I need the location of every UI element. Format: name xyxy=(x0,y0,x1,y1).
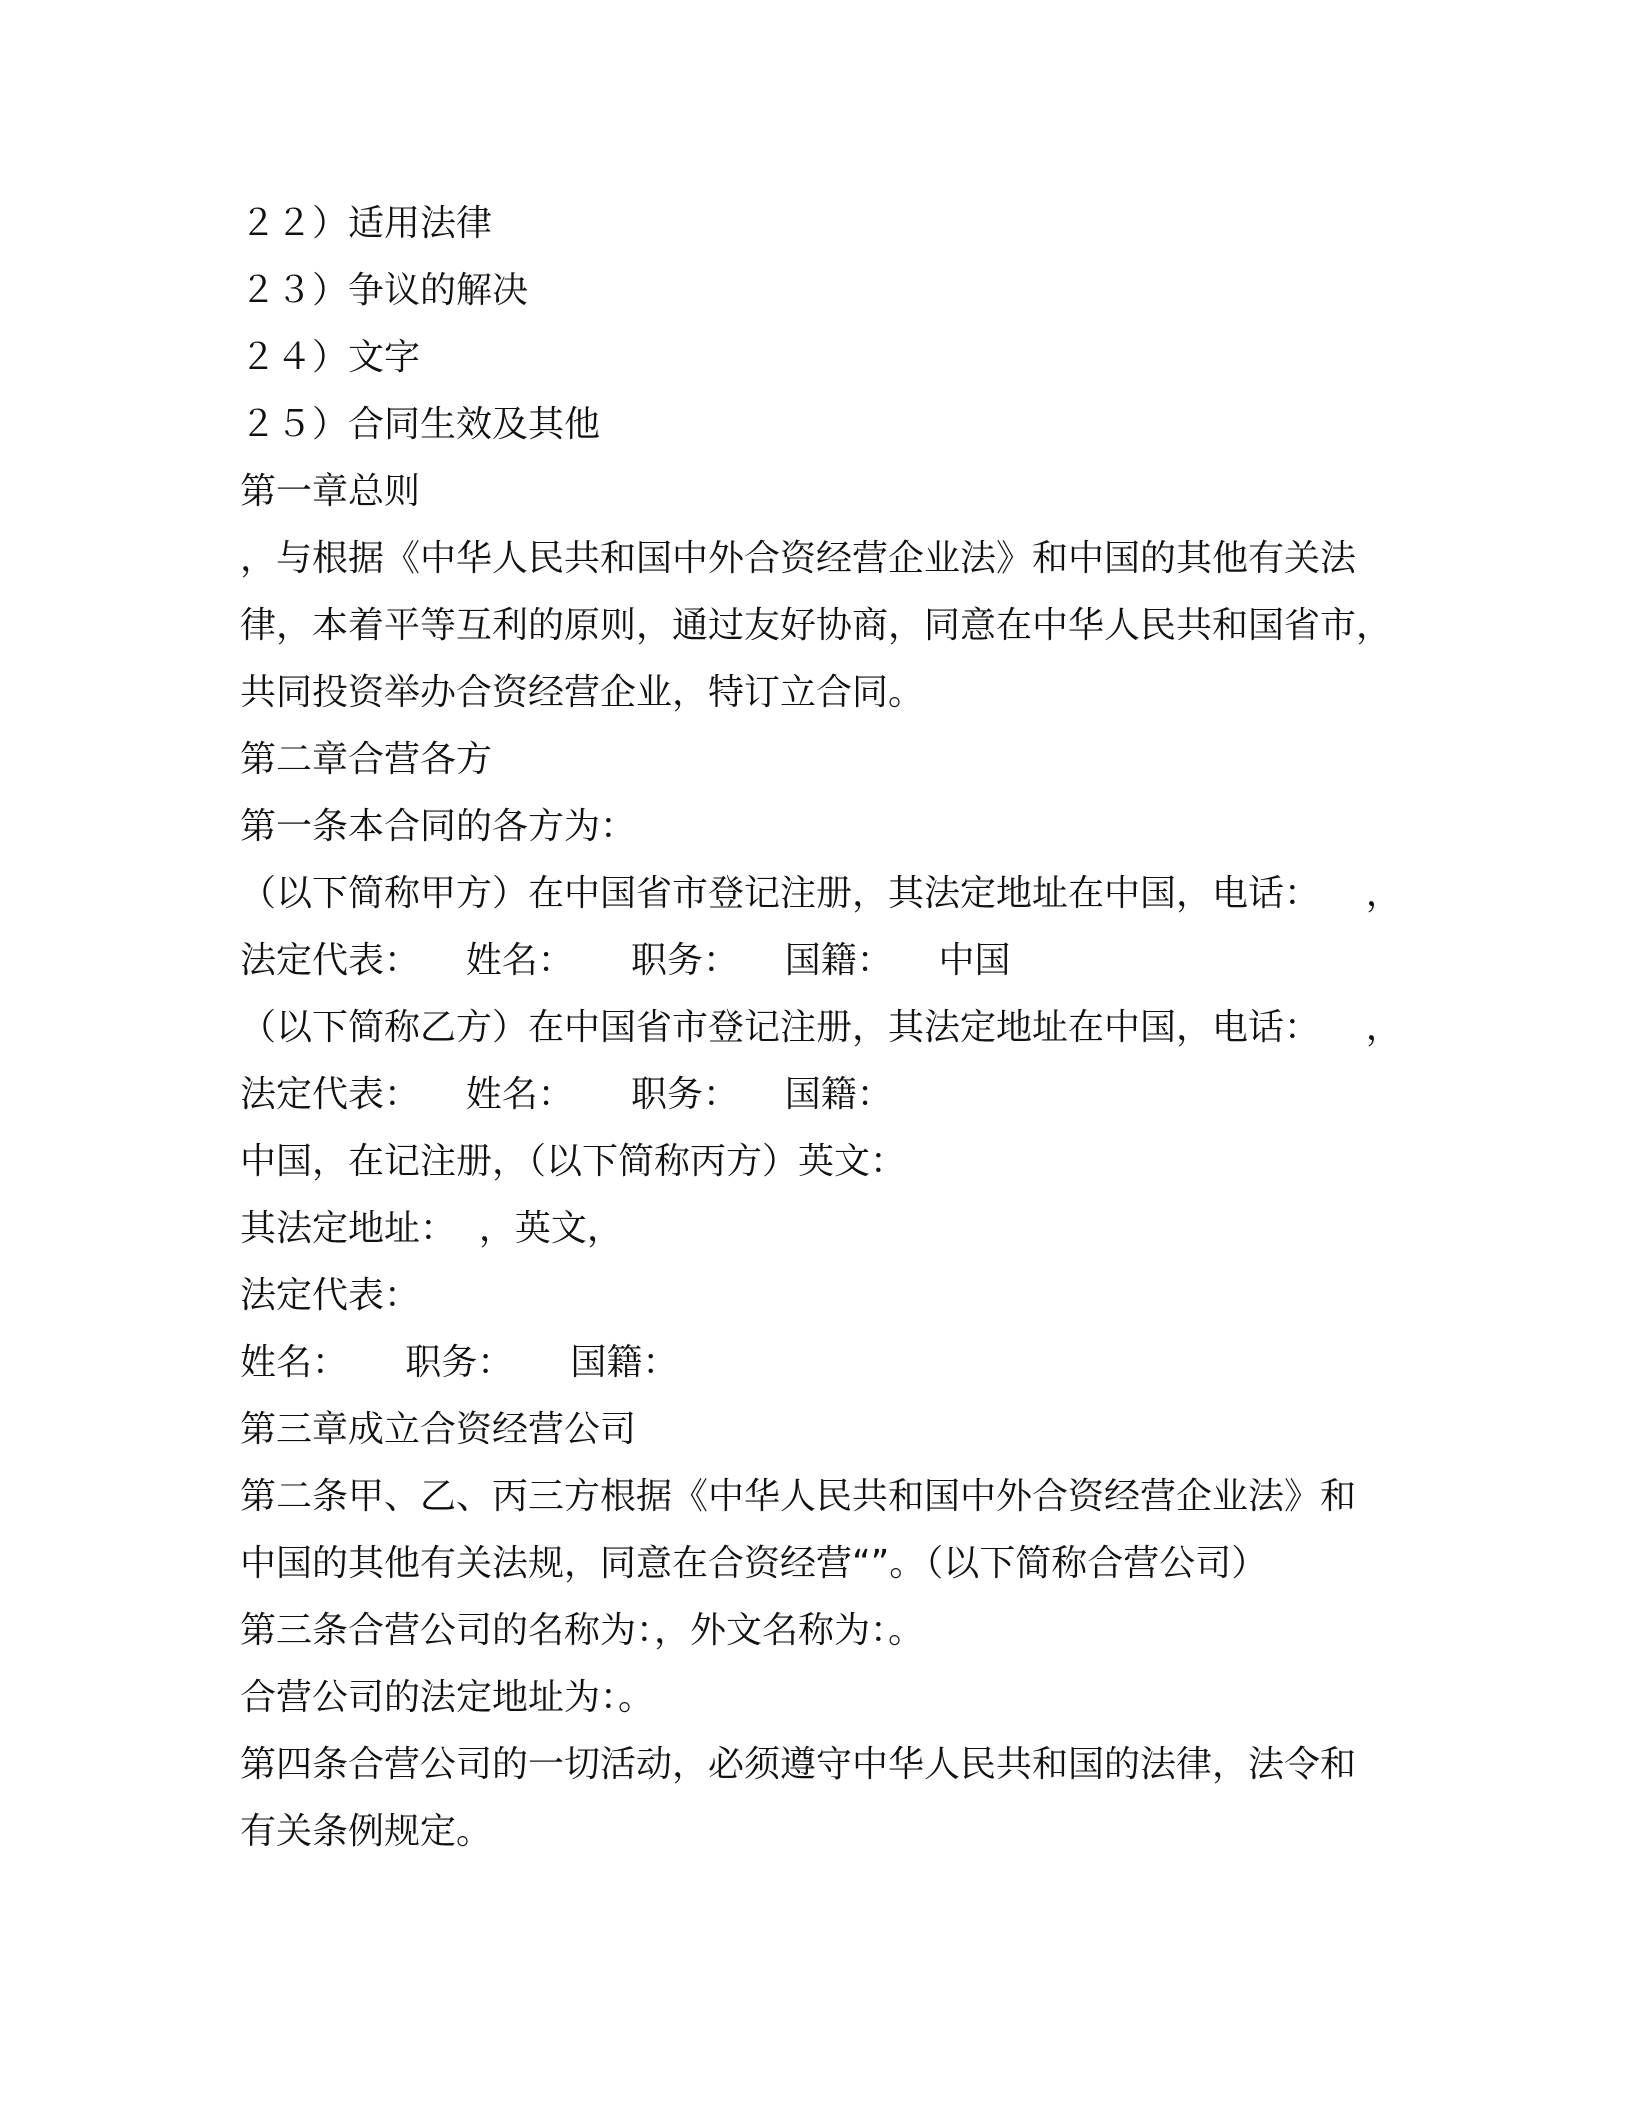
chapter-3-heading: 第三章成立合资经营公司 xyxy=(240,1409,637,1450)
article-2-line: 中国的其他有关法规，同意在合资经营“”。（以下简称合营公司） xyxy=(240,1543,1268,1584)
party-a-representative: 法定代表： 姓名： 职务： 国籍： 中国 xyxy=(240,940,1011,981)
toc-item-22: ２２）适用法律 xyxy=(240,203,493,244)
chapter-1-paragraph-line: ，与根据《中华人民共和国中外合资经营企业法》和中国的其他有关法 xyxy=(240,538,1357,579)
party-b-registration: （以下简称乙方）在中国省市登记注册，其法定地址在中国，电话： ， xyxy=(240,1007,1402,1048)
chapter-1-paragraph-line: 律，本着平等互利的原则，通过友好协商，同意在中华人民共和国省市， xyxy=(240,605,1393,646)
party-a-registration: （以下简称甲方）在中国省市登记注册，其法定地址在中国，电话： ， xyxy=(240,873,1402,914)
chapter-1-paragraph-line: 共同投资举办合资经营企业，特订立合同。 xyxy=(240,672,925,713)
party-c-representative-label: 法定代表： xyxy=(240,1275,421,1316)
toc-item-23: ２３）争议的解决 xyxy=(240,270,529,311)
toc-item-24: ２４）文字 xyxy=(240,337,421,378)
article-1: 第一条本合同的各方为： xyxy=(240,806,637,847)
document-page xyxy=(240,190,1400,1865)
chapter-2-heading: 第二章合营各方 xyxy=(240,739,493,780)
toc-item-25: ２５）合同生效及其他 xyxy=(240,404,601,445)
article-2-line: 第二条甲、乙、丙三方根据《中华人民共和国中外合资经营企业法》和 xyxy=(240,1476,1357,1517)
party-c-representative-details: 姓名： 职务： 国籍： xyxy=(240,1342,679,1383)
article-3: 第三条合营公司的名称为：，外文名称为：。 xyxy=(240,1610,925,1651)
party-c-address: 其法定地址： ，英文， xyxy=(240,1208,623,1249)
chapter-1-heading: 第一章总则 xyxy=(240,471,421,512)
article-4-line: 第四条合营公司的一切活动，必须遵守中华人民共和国的法律，法令和 xyxy=(240,1744,1357,1785)
party-c-registration: 中国，在记注册，（以下简称丙方）英文： xyxy=(240,1141,907,1182)
article-4-line: 有关条例规定。 xyxy=(240,1811,493,1852)
party-b-representative: 法定代表： 姓名： 职务： 国籍： xyxy=(240,1074,893,1115)
company-legal-address: 合营公司的法定地址为：。 xyxy=(240,1677,655,1718)
